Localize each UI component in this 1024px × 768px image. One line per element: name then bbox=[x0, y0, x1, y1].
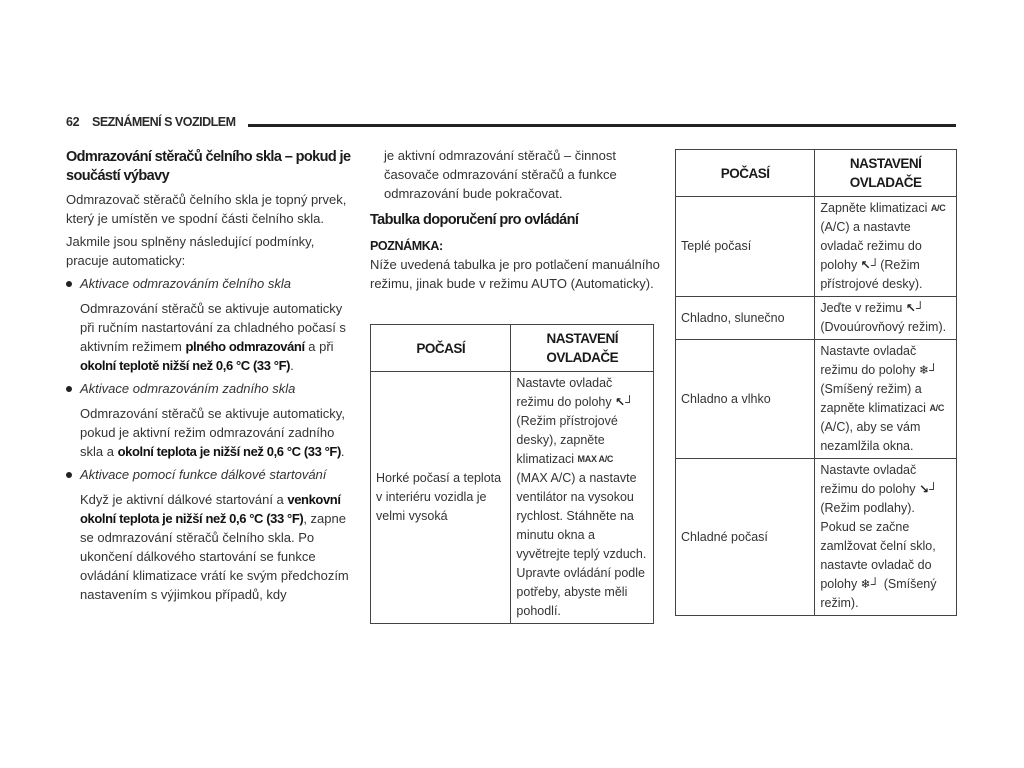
ac-icon: A/C bbox=[929, 403, 945, 413]
max-ac-icon: MAX A/C bbox=[577, 454, 614, 464]
setting-cell: Nastavte ovladač režimu do polohy ↖┘(Režim přístrojové desky), zapněte klimatizaci MAX A/C (MAX A/C) a nastavte ventilátor na vysokou rychlost. Stáhněte na minutu okna a vyvětrejte teplý vzduch. Upravte ovládání podle potřeby, abyste měli pohodlí. bbox=[511, 372, 654, 624]
weather-cell: Chladno a vlhko bbox=[676, 340, 815, 459]
recommendation-table-1 bbox=[370, 324, 654, 624]
bullet-remote-start: Aktivace pomocí funkce dálkové startování bbox=[66, 465, 356, 484]
bullet-rear-defrost: Aktivace odmrazováním zadního skla bbox=[66, 379, 356, 398]
header-setting: NASTAVENÍ OVLADAČE bbox=[511, 325, 654, 372]
bullet-remote-start-text: Když je aktivní dálkové startování a venkovní okolní teplota je nižší než 0,6 °C (33 °F), zapne se odmrazování stěračů čelního skla. Po ukončení dálkového startování se funkce ovládání klimatizace vrátí ke svým předchozím nastavením s výjimkou případů, kdy bbox=[80, 492, 349, 602]
note-title: POZNÁMKA: bbox=[370, 239, 443, 253]
header-weather: POČASÍ bbox=[676, 150, 815, 197]
bullet-front-defrost: Aktivace odmrazováním čelního skla bbox=[66, 274, 356, 293]
weather-cell: Horké počasí a teplota v interiéru vozidla je velmi vysoká bbox=[371, 372, 511, 624]
conditions-text: Jakmile jsou splněny následující podmínky, pracuje automaticky: bbox=[66, 234, 315, 268]
setting-cell: Nastavte ovladač režimu do polohy ↘┘(Režim podlahy). Pokud se začne zamlžovat čelní sklo, nastavte ovladač do polohy ❄┘ (Smíšený režim). bbox=[815, 459, 957, 616]
mix-mode-icon: ❄┘ bbox=[919, 363, 938, 377]
table-header-row bbox=[676, 150, 957, 197]
weather-cell: Chladno, slunečno bbox=[676, 297, 815, 340]
page-number: 62 bbox=[66, 115, 80, 129]
bilevel-mode-icon: ↖┘ bbox=[905, 301, 925, 315]
setting-cell: Nastavte ovladač režimu do polohy ❄┘(Smíšený režim) a zapněte klimatizaci A/C (A/C), aby se vám nezamlžila okna. bbox=[815, 340, 957, 459]
recommendation-heading: Tabulka doporučení pro ovládání bbox=[370, 212, 579, 228]
table-row bbox=[676, 459, 957, 616]
floor-mode-icon: ↘┘ bbox=[919, 482, 938, 496]
bullet-rear-defrost-text: Odmrazování stěračů se aktivuje automaticky, pokud je aktivní režim odmrazování zadního skla a okolní teplota je nižší než 0,6 °C (33 °F). bbox=[80, 406, 345, 459]
table-row bbox=[676, 297, 957, 340]
setting-cell: Zapněte klimatizaci A/C (A/C) a nastavte ovladač režimu do polohy ↖┘(Režim přístrojové desky). bbox=[815, 197, 957, 297]
header-setting: NASTAVENÍ OVLADAČE bbox=[815, 150, 957, 197]
column-left bbox=[66, 148, 356, 604]
panel-mode-icon: ↖┘ bbox=[860, 258, 880, 272]
table-row bbox=[371, 372, 654, 624]
setting-cell: Jeďte v režimu ↖┘ (Dvouúrovňový režim). bbox=[815, 297, 957, 340]
table-header-row bbox=[371, 325, 654, 372]
panel-mode-icon: ↖┘ bbox=[615, 395, 634, 409]
ac-icon: A/C bbox=[930, 203, 946, 213]
wiper-deicer-heading: Odmrazování stěračů čelního skla – pokud je součástí výbavy bbox=[66, 149, 351, 184]
table-row bbox=[676, 340, 957, 459]
bullet-front-defrost-text: Odmrazování stěračů se aktivuje automaticky při ručním nastartování za chladného počasí s aktivním režimem plného odmrazování a při okolní teplotě nižší než 0,6 °C (33 °F). bbox=[80, 301, 346, 373]
section-title: SEZNÁMENÍ S VOZIDLEM bbox=[92, 115, 236, 129]
recommendation-table-2 bbox=[675, 149, 957, 616]
page-header bbox=[66, 115, 956, 135]
weather-cell: Teplé počasí bbox=[676, 197, 815, 297]
mix-mode-icon: ❄┘ bbox=[860, 577, 880, 591]
weather-cell: Chladné počasí bbox=[676, 459, 815, 616]
header-weather: POČASÍ bbox=[371, 325, 511, 372]
header-rule bbox=[248, 124, 956, 127]
continuation-text: je aktivní odmrazování stěračů – činnost časovače odmrazování stěračů a funkce odmrazování bude pokračovat. bbox=[384, 148, 617, 201]
table-row bbox=[676, 197, 957, 297]
note-text: Níže uvedená tabulka je pro potlačení manuálního režimu, jinak bude v režimu AUTO (Automaticky). bbox=[370, 257, 660, 291]
column-middle bbox=[370, 146, 660, 293]
wiper-deicer-intro: Odmrazovač stěračů čelního skla je topný prvek, který je umístěn ve spodní části čelního skla. bbox=[66, 192, 347, 226]
